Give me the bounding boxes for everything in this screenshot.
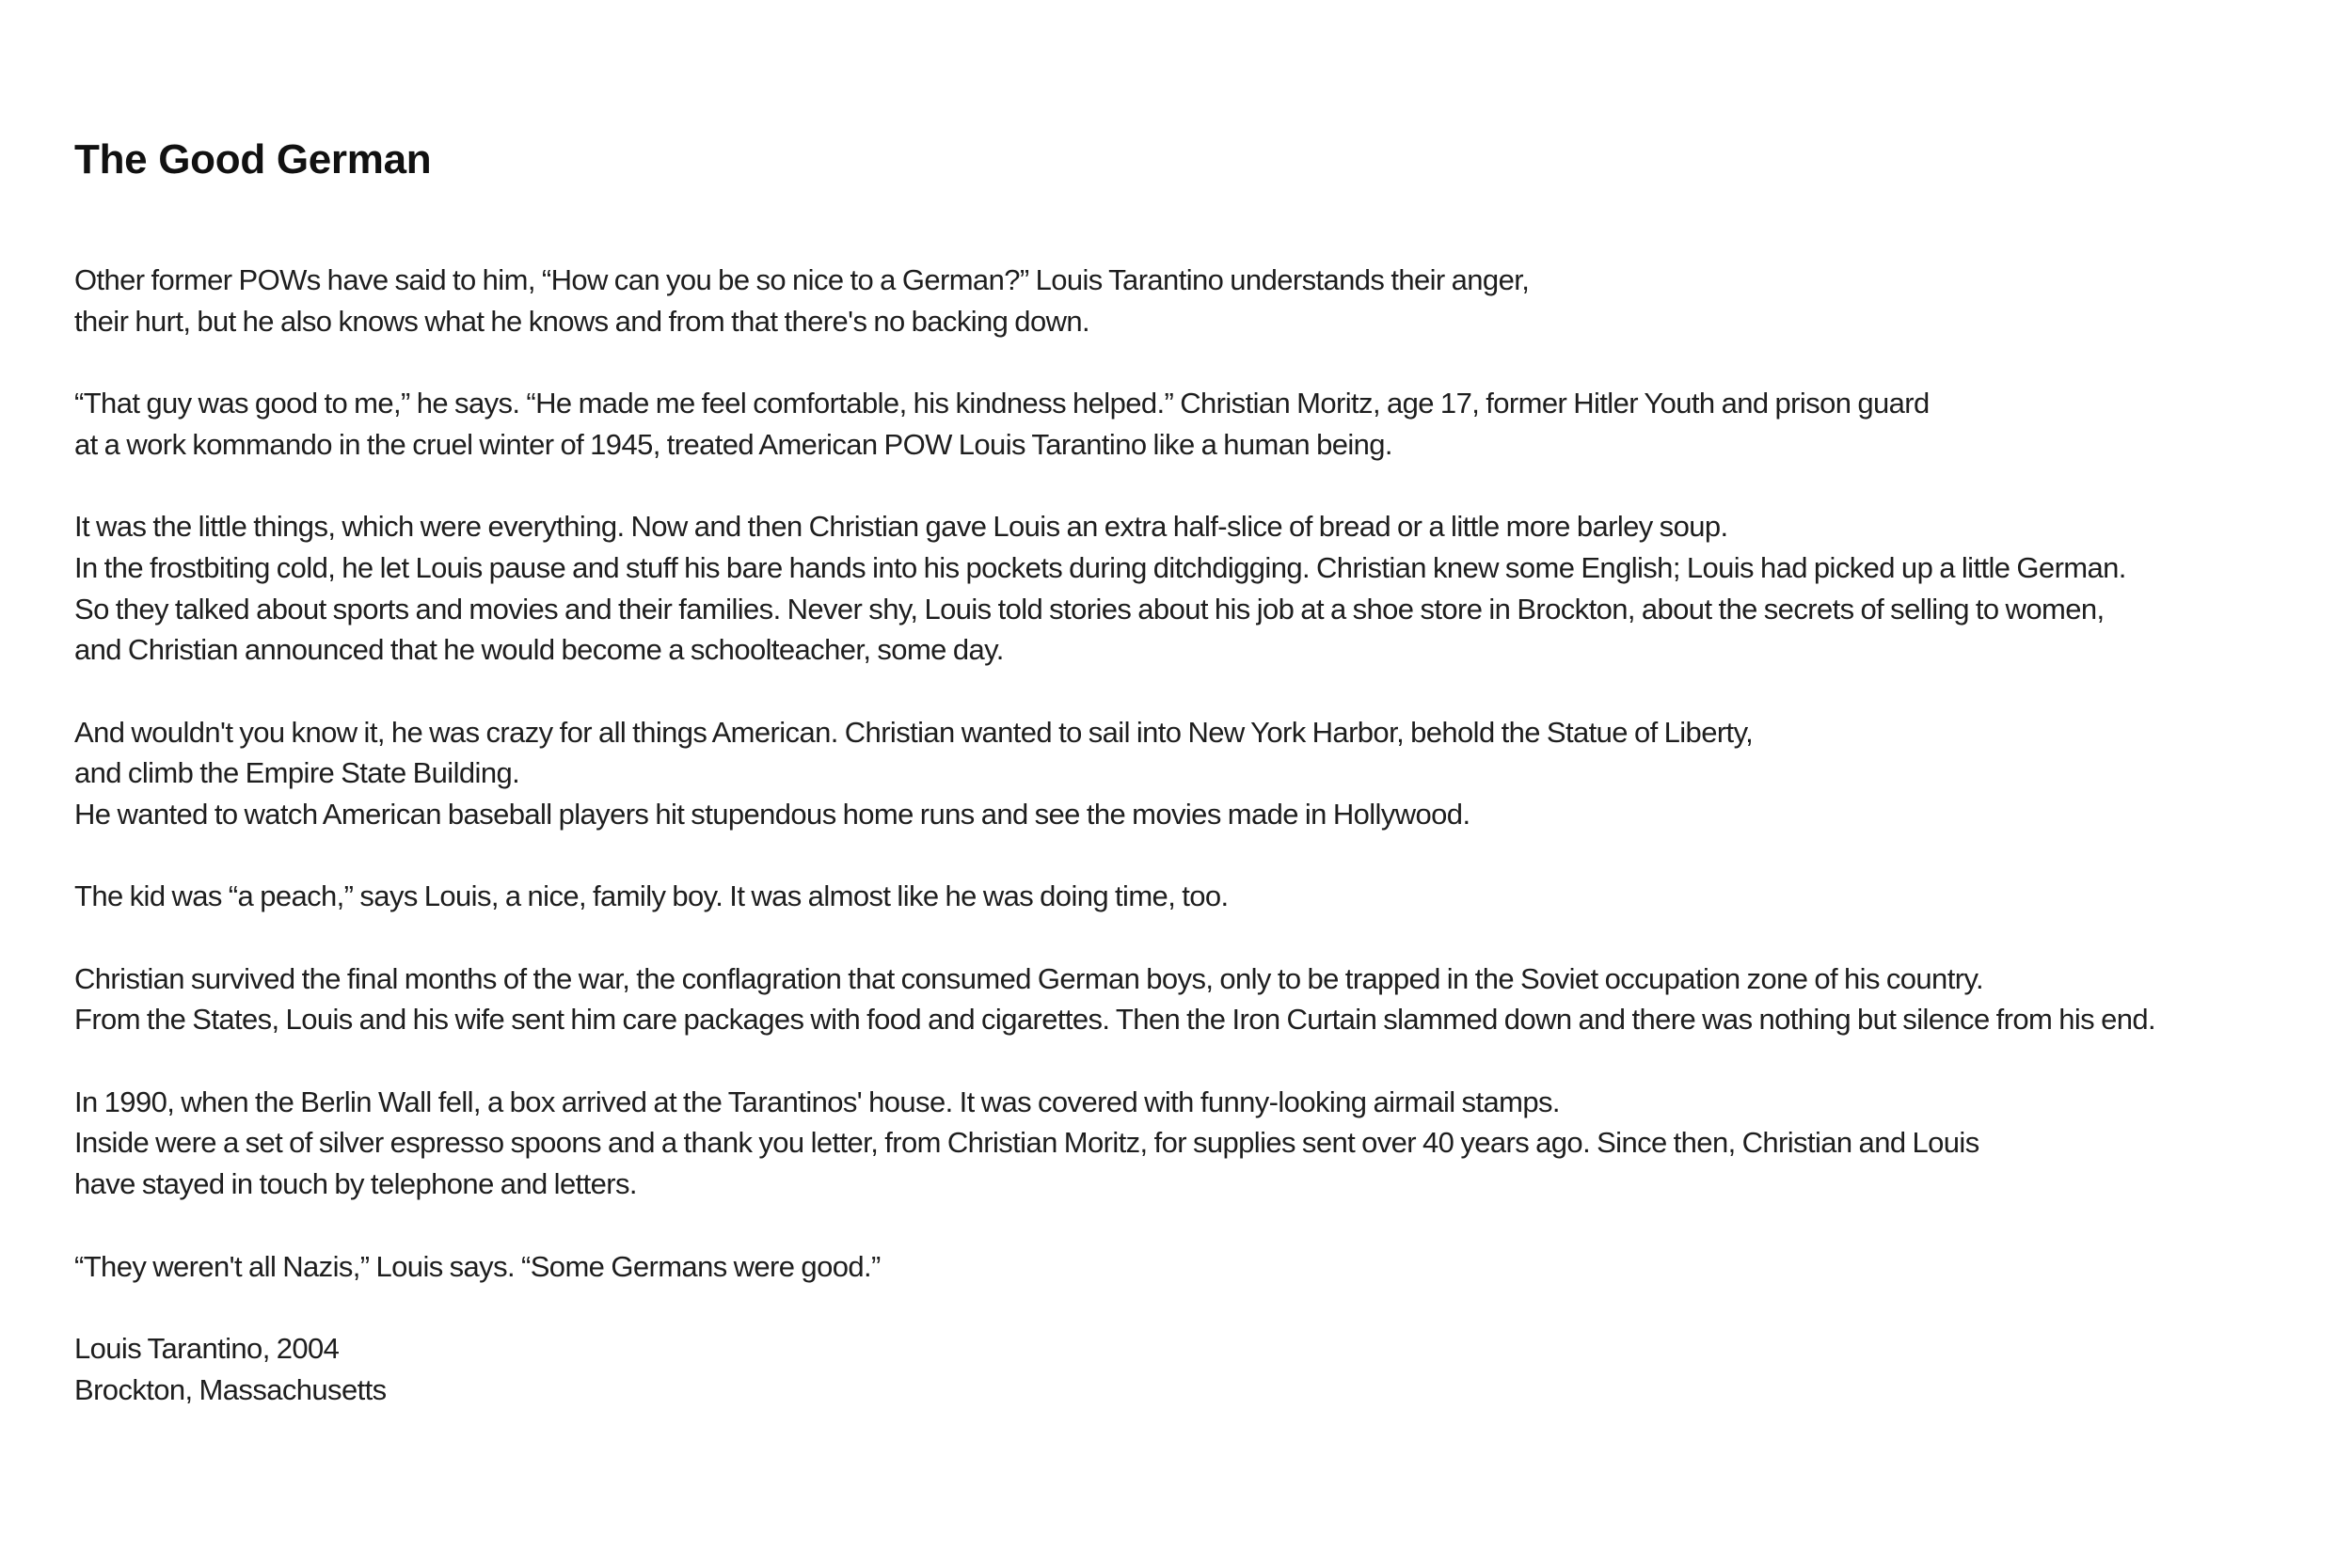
signature-block [74, 1328, 2332, 1410]
paragraph-8 [74, 1246, 2332, 1288]
signature-name-year: Louis Tarantino, 2004 [74, 1331, 340, 1365]
paragraph-line: “They weren't all Nazis,” Louis says. “Some Germans were good.” [74, 1249, 881, 1283]
document-page [74, 132, 2332, 1410]
paragraph-line: It was the little things, which were everything. Now and then Christian gave Louis an extra half-slice of bread or a little more barley soup. [74, 510, 1728, 544]
page-title: The Good German [74, 136, 432, 182]
document-body [74, 260, 2332, 1410]
paragraph-line: In 1990, when the Berlin Wall fell, a box arrived at the Tarantinos' house. It was covered with funny-looking airmail stamps. [74, 1085, 1560, 1118]
paragraph-4 [74, 712, 2332, 835]
paragraph-line: Inside were a set of silver espresso spoons and a thank you letter, from Christian Moritz, for supplies sent over 40 years ago. Since then, Christian and Louis [74, 1126, 1979, 1160]
paragraph-line: Christian survived the final months of the war, the conflagration that consumed German boys, only to be trapped in the Soviet occupation zone of his country. [74, 961, 1984, 995]
paragraph-7 [74, 1082, 2332, 1205]
paragraph-line: So they talked about sports and movies and their families. Never shy, Louis told stories about his job at a shoe store in Brockton, about the secrets of selling to women, [74, 592, 2105, 626]
paragraph-6 [74, 958, 2332, 1040]
signature-location: Brockton, Massachusetts [74, 1372, 387, 1406]
paragraph-line: Other former POWs have said to him, “How can you be so nice to a German?” Louis Tarantino understands their anger, [74, 263, 1530, 296]
paragraph-1 [74, 260, 2332, 341]
paragraph-line: And wouldn't you know it, he was crazy for all things American. Christian wanted to sail into New York Harbor, behold the Statue of Liberty, [74, 715, 1754, 749]
paragraph-3 [74, 506, 2332, 671]
paragraph-line: at a work kommando in the cruel winter of 1945, treated American POW Louis Tarantino like a human being. [74, 427, 1392, 461]
paragraph-line: In the frostbiting cold, he let Louis pause and stuff his bare hands into his pockets during ditchdigging. Christian knew some English; Louis had picked up a little German. [74, 550, 2126, 584]
paragraph-line: From the States, Louis and his wife sent him care packages with food and cigarettes. Then the Iron Curtain slammed down and there was nothing but silence from his end. [74, 1003, 2155, 1037]
paragraph-2 [74, 383, 2332, 465]
paragraph-line: The kid was “a peach,” says Louis, a nice, family boy. It was almost like he was doing time, too. [74, 879, 1229, 913]
paragraph-line: “That guy was good to me,” he says. “He made me feel comfortable, his kindness helped.” Christian Moritz, age 17, former Hitler Youth and prison guard [74, 387, 1930, 420]
paragraph-line: and climb the Empire State Building. [74, 756, 520, 790]
paragraph-line: and Christian announced that he would become a schoolteacher, some day. [74, 633, 1004, 667]
paragraph-5 [74, 876, 2332, 917]
paragraph-line: their hurt, but he also knows what he knows and from that there's no backing down. [74, 304, 1090, 338]
paragraph-line: have stayed in touch by telephone and letters. [74, 1167, 637, 1201]
paragraph-line: He wanted to watch American baseball players hit stupendous home runs and see the movies made in Hollywood. [74, 797, 1470, 831]
